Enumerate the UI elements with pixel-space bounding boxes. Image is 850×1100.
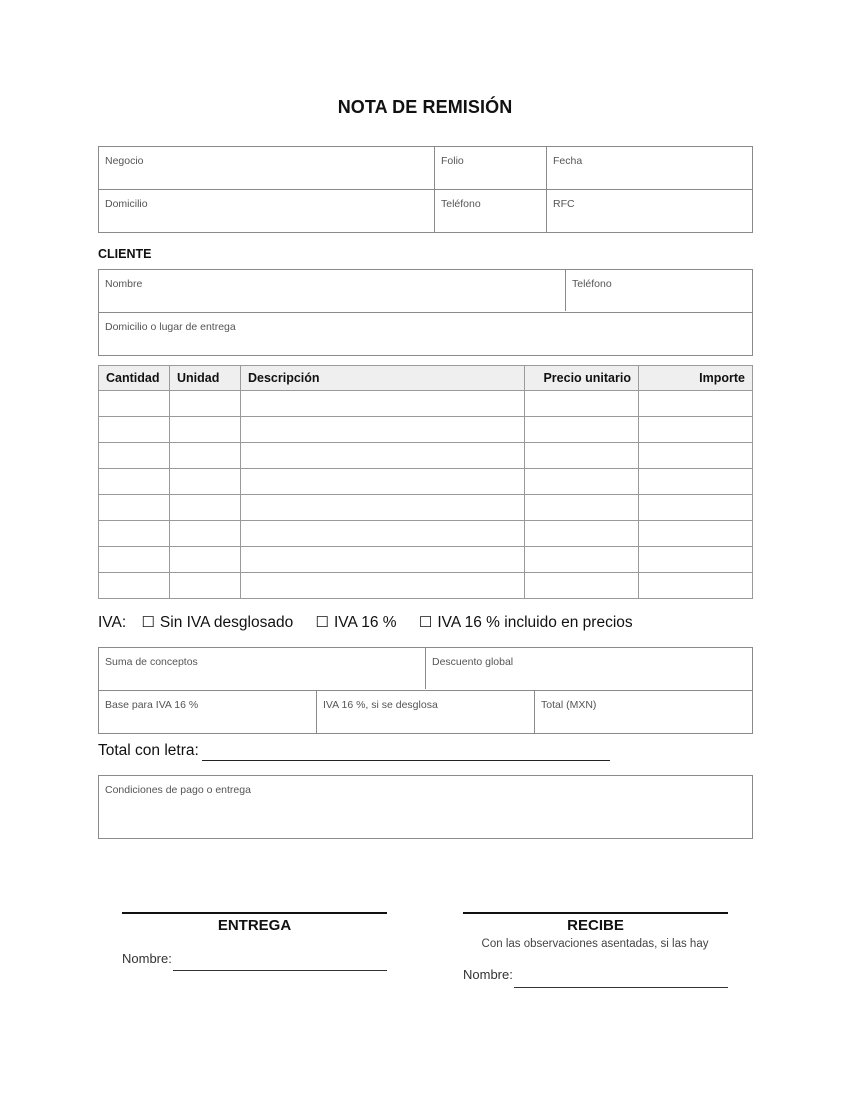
item-cell[interactable] <box>525 469 639 495</box>
item-cell[interactable] <box>639 469 753 495</box>
recibe-subtitle: Con las observaciones asentadas, si las hay <box>481 938 709 950</box>
items-body <box>99 391 753 599</box>
item-cell[interactable] <box>525 495 639 521</box>
page-title: NOTA DE REMISIÓN <box>337 97 513 117</box>
rfc-field[interactable] <box>547 190 752 232</box>
item-cell[interactable] <box>241 495 525 521</box>
col-cantidad: Cantidad <box>99 366 170 391</box>
descuento-global-field[interactable] <box>426 648 752 690</box>
item-cell[interactable] <box>170 547 241 573</box>
iva-option-incluido[interactable] <box>419 613 633 632</box>
item-cell[interactable] <box>99 573 170 599</box>
base-iva-label: Base para IVA 16 % <box>105 699 199 711</box>
total-mxn-field[interactable] <box>535 691 752 733</box>
item-cell[interactable] <box>99 417 170 443</box>
item-cell[interactable] <box>525 521 639 547</box>
domicilio-label: Domicilio <box>105 198 148 210</box>
item-cell[interactable] <box>170 443 241 469</box>
item-cell[interactable] <box>639 495 753 521</box>
col-importe: Importe <box>639 366 753 391</box>
iva-option-sin-desglose[interactable] <box>141 613 293 632</box>
negocio-label: Negocio <box>105 155 144 167</box>
col-precio-unitario: Precio unitario <box>525 366 639 391</box>
col-descripcion: Descripción <box>241 366 525 391</box>
folio-field[interactable] <box>435 147 546 189</box>
condiciones-label: Condiciones de pago o entrega <box>105 784 251 796</box>
item-cell[interactable] <box>170 521 241 547</box>
total-con-letra-line[interactable] <box>202 760 610 761</box>
item-cell[interactable] <box>525 443 639 469</box>
total-mxn-label: Total (MXN) <box>541 699 597 711</box>
descuento-global-label: Descuento global <box>432 656 514 668</box>
cliente-telefono-label: Teléfono <box>572 278 612 290</box>
suma-conceptos-label: Suma de conceptos <box>105 656 198 668</box>
item-cell[interactable] <box>639 391 753 417</box>
business-info-box <box>98 146 753 233</box>
cliente-box <box>98 269 753 356</box>
telefono-label: Teléfono <box>441 198 481 210</box>
iva-label: IVA: <box>98 614 127 631</box>
item-cell[interactable] <box>241 417 525 443</box>
item-cell[interactable] <box>170 469 241 495</box>
recibe-signature-line[interactable] <box>463 912 728 914</box>
cliente-telefono-field[interactable] <box>566 270 752 312</box>
rfc-label: RFC <box>553 198 575 210</box>
suma-conceptos-field[interactable] <box>99 648 425 690</box>
cliente-section-label: CLIENTE <box>98 247 152 261</box>
item-cell[interactable] <box>525 391 639 417</box>
fecha-field[interactable] <box>547 147 752 189</box>
domicilio-field[interactable] <box>99 190 434 232</box>
item-row <box>99 495 753 521</box>
cliente-domicilio-field[interactable] <box>99 313 752 355</box>
item-cell[interactable] <box>99 495 170 521</box>
item-cell[interactable] <box>241 573 525 599</box>
item-cell[interactable] <box>639 573 753 599</box>
item-row <box>99 521 753 547</box>
recibe-title: RECIBE <box>567 917 624 934</box>
items-header-row <box>99 366 753 391</box>
recibe-nombre-label: Nombre: <box>463 967 513 982</box>
item-cell[interactable] <box>639 547 753 573</box>
negocio-field[interactable] <box>99 147 434 189</box>
item-cell[interactable] <box>170 573 241 599</box>
item-cell[interactable] <box>639 521 753 547</box>
telefono-field[interactable] <box>435 190 546 232</box>
iva-option-16[interactable] <box>316 613 397 632</box>
item-cell[interactable] <box>639 417 753 443</box>
item-cell[interactable] <box>170 391 241 417</box>
iva-option-label: IVA 16 % <box>333 614 397 631</box>
entrega-title: ENTREGA <box>217 917 292 934</box>
item-cell[interactable] <box>241 469 525 495</box>
checkbox-icon[interactable]: ☐ <box>141 614 155 631</box>
iva-desglosa-label: IVA 16 %, si se desglosa <box>323 699 438 711</box>
item-cell[interactable] <box>639 443 753 469</box>
item-cell[interactable] <box>99 443 170 469</box>
item-cell[interactable] <box>241 547 525 573</box>
cliente-nombre-label: Nombre <box>105 278 143 290</box>
item-cell[interactable] <box>99 547 170 573</box>
col-unidad: Unidad <box>170 366 241 391</box>
item-row <box>99 417 753 443</box>
item-cell[interactable] <box>525 547 639 573</box>
item-cell[interactable] <box>170 417 241 443</box>
condiciones-field[interactable] <box>98 775 753 839</box>
item-cell[interactable] <box>170 495 241 521</box>
item-row <box>99 443 753 469</box>
fecha-label: Fecha <box>553 155 583 167</box>
item-cell[interactable] <box>241 443 525 469</box>
entrega-signature-line[interactable] <box>122 912 387 914</box>
folio-label: Folio <box>441 155 464 167</box>
item-cell[interactable] <box>241 391 525 417</box>
item-cell[interactable] <box>99 469 170 495</box>
entrega-nombre-line[interactable] <box>173 970 387 971</box>
item-row <box>99 469 753 495</box>
item-row <box>99 391 753 417</box>
item-cell[interactable] <box>99 521 170 547</box>
cliente-nombre-field[interactable] <box>99 270 565 312</box>
iva-option-label: Sin IVA desglosado <box>159 614 294 631</box>
total-con-letra-label: Total con letra: <box>98 742 199 759</box>
item-row <box>99 547 753 573</box>
item-cell[interactable] <box>99 391 170 417</box>
iva-option-label: IVA 16 % incluido en precios <box>437 614 633 631</box>
item-row <box>99 573 753 599</box>
item-cell[interactable] <box>241 521 525 547</box>
items-table <box>98 365 753 599</box>
item-cell[interactable] <box>525 573 639 599</box>
iva-desglosa-field[interactable] <box>317 691 534 733</box>
checkbox-icon[interactable]: ☐ <box>315 614 329 631</box>
totals-box <box>98 647 753 734</box>
checkbox-icon[interactable]: ☐ <box>418 614 433 631</box>
iva-options <box>98 613 633 632</box>
base-iva-field[interactable] <box>99 691 316 733</box>
recibe-nombre-line[interactable] <box>514 987 728 988</box>
entrega-nombre-label: Nombre: <box>122 951 172 966</box>
total-con-letra <box>98 742 199 760</box>
cliente-domicilio-label: Domicilio o lugar de entrega <box>105 321 236 333</box>
item-cell[interactable] <box>525 417 639 443</box>
